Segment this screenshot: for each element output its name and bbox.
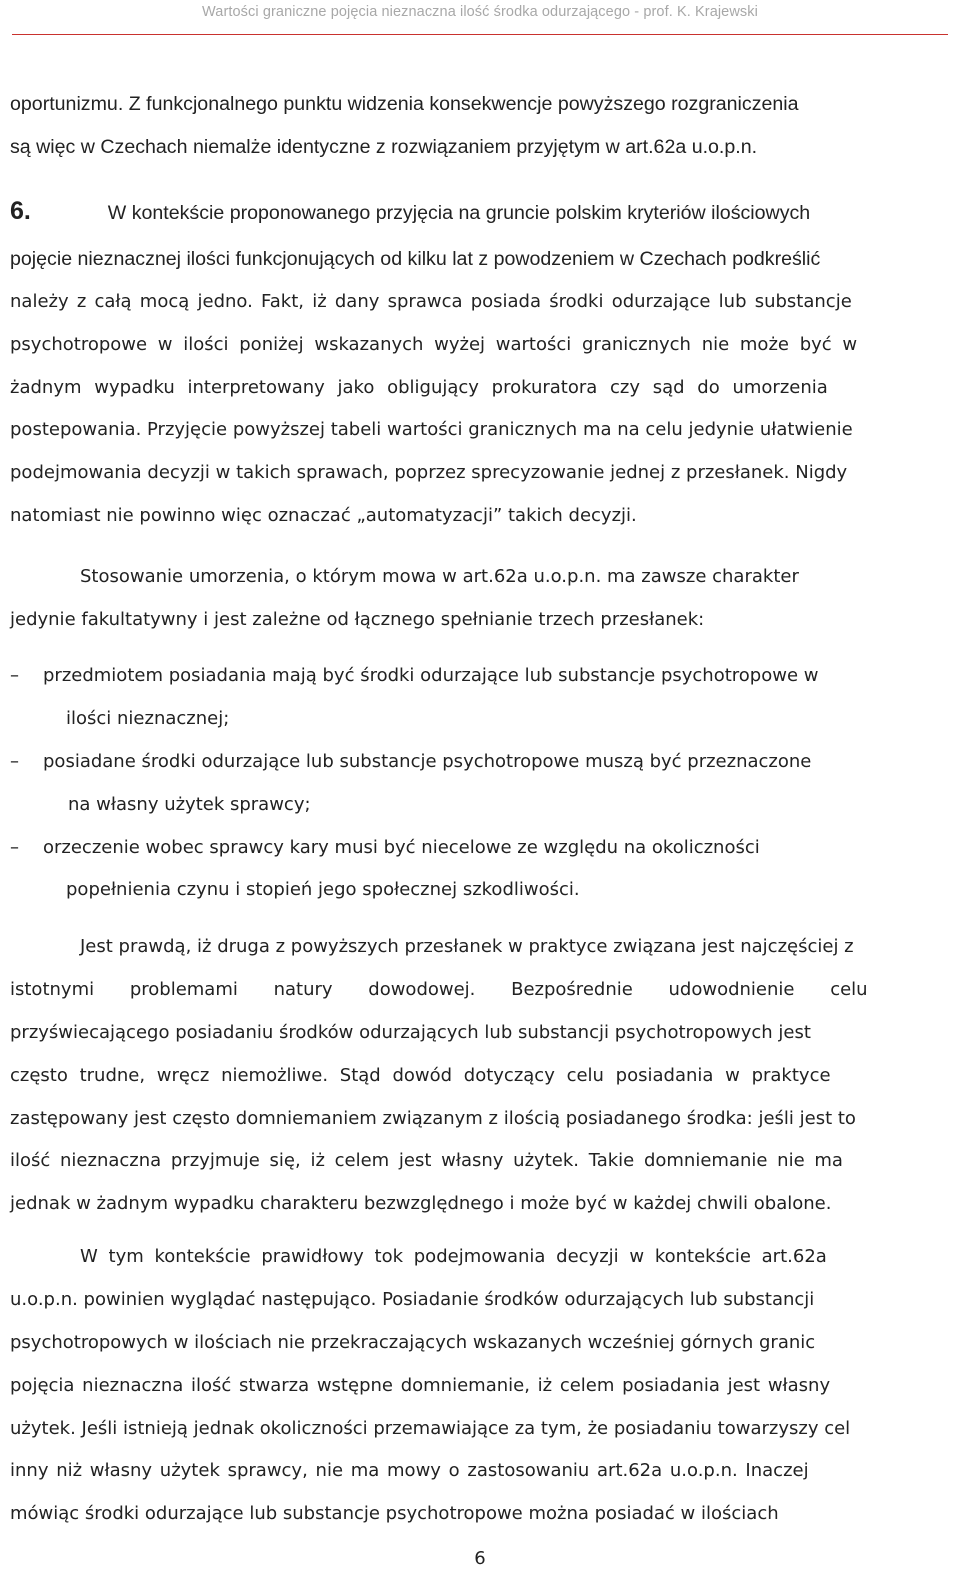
text-line: postepowania. Przyjęcie powyższej tabeli wartości granicznych ma na celu jedynie ułatwienie: [10, 419, 853, 441]
text-line-part: popełnienia czynu i stopień jego społecznej szkodliwości.: [66, 879, 580, 901]
text-line: pojęcie nieznacznej ilości funkcjonujących od kilku lat z powodzeniem w Czechach podkreślić: [10, 247, 821, 270]
text-line: jedynie fakultatywny i jest zależne od łącznego spełnianie trzech przesłanek:: [10, 608, 705, 630]
list-item: [10, 741, 942, 827]
text-line-part: Stosowanie umorzenia, o którym mowa w art.62a u.o.p.n. ma zawsze charakter: [80, 566, 799, 587]
text-line: oportunizmu. Z funkcjonalnego punktu widzenia konsekwencje powyższego rozgraniczenia: [10, 93, 799, 115]
text-line-part: Jest prawdą, iż druga z powyższych przesłanek w praktyce związana jest najczęściej z: [80, 936, 854, 957]
section-number: 6.: [10, 197, 31, 225]
text-line: żadnym wypadku interpretowany jako obligujący prokuratora czy sąd do umorzenia: [10, 376, 828, 398]
list-item-line: [10, 698, 942, 741]
list-item-line: [10, 784, 942, 827]
paragraph-umorzenie: [10, 556, 942, 642]
page-number: 6: [474, 1548, 486, 1569]
text-line: podejmowania decyzji w takich sprawach, poprzez sprecyzowanie jednej z przesłanek. Nigdy: [10, 462, 848, 484]
text-line: istotnymi problemami natury dowodowej. Bezpośrednie udowodnienie celu: [10, 978, 868, 1000]
text-line-part: należy z całą mocą jedno. Fakt, iż dany sprawca posiada środki odurzające lub substancje: [10, 290, 852, 312]
conditions-list: [10, 655, 942, 912]
header-rule: [12, 34, 948, 35]
text-line: inny niż własny użytek sprawcy, nie ma mowy o zastosowaniu art.62a u.o.p.n. Inaczej: [10, 1460, 809, 1482]
text-line: ilość nieznaczna przyjmuje się, iż celem jest własny użytek. Takie domniemanie nie ma: [10, 1150, 843, 1172]
text-line: natomiast nie powinno więc oznaczać „automatyzacji” takich decyzji.: [10, 505, 637, 527]
text-line: przyświecającego posiadaniu środków odurzających lub substancji psychotropowych jest: [10, 1021, 811, 1043]
text-line-part: przedmiotem posiadania mają być środki odurzające lub substancje psychotropowe w: [43, 665, 819, 686]
section-heading-line: [10, 190, 942, 233]
paragraph-kontekst: [10, 1236, 942, 1536]
text-line: [10, 281, 942, 324]
dash-icon: –: [10, 750, 19, 772]
list-item: [10, 655, 942, 741]
running-header: Wartości graniczne pojęcia nieznaczna ilość środka odurzającego - prof. K. Krajewski: [202, 4, 758, 20]
dash-icon: –: [10, 836, 19, 858]
text-line: jednak w żadnym wypadku charakteru bezwzględnego i może być w każdej chwili obalone.: [10, 1193, 832, 1215]
list-item: [10, 827, 942, 913]
list-item-line: [10, 741, 942, 784]
text-line-part: ilości nieznacznej;: [66, 707, 230, 729]
text-line-part: W tym kontekście prawidłowy tok podejmowania decyzji w kontekście art.62a: [80, 1246, 827, 1267]
intro-paragraph: [10, 83, 942, 169]
list-item-line: [10, 869, 942, 912]
paragraph-prawda: [10, 926, 942, 1226]
text-line-part: orzeczenie wobec sprawcy kary musi być niecelowe ze względu na okoliczności: [43, 836, 760, 858]
dash-icon: –: [10, 665, 19, 686]
text-line: zastępowany jest często domniemaniem związanym z ilością posiadanego środka: jeśli jest to: [10, 1107, 856, 1129]
text-line: W kontekście proponowanego przyjęcia na gruncie polskim kryteriów ilościowych: [107, 202, 811, 224]
text-line: pojęcia nieznaczna ilość stwarza wstępne domniemanie, iż celem posiadania jest własny: [10, 1374, 831, 1396]
text-line: psychotropowe w ilości poniżej wskazanych wyżej wartości granicznych nie może być w: [10, 333, 858, 355]
text-line: [10, 926, 942, 969]
text-line-part: posiadane środki odurzające lub substancje psychotropowe muszą być przeznaczone: [43, 750, 812, 772]
text-line: [10, 1236, 942, 1279]
text-line-part: na własny użytek sprawcy;: [68, 793, 311, 815]
list-item-line: [10, 827, 942, 870]
text-line: są więc w Czechach niemalże identyczne z rozwiązaniem przyjętym w art.62a u.o.p.n.: [10, 135, 758, 158]
section-6: [10, 190, 942, 538]
list-item-line: [10, 655, 942, 698]
text-line: psychotropowych w ilościach nie przekraczających wskazanych wcześniej górnych granic: [10, 1331, 816, 1353]
text-line: [10, 556, 942, 599]
text-line: użytek. Jeśli istnieją jednak okoliczności przemawiające za tym, że posiadaniu towarzyszy cel: [10, 1417, 851, 1439]
text-line: mówiąc środki odurzające lub substancje psychotropowe można posiadać w ilościach: [10, 1503, 779, 1525]
text-line: często trudne, wręcz niemożliwe. Stąd dowód dotyczący celu posiadania w praktyce: [10, 1064, 831, 1086]
text-line: u.o.p.n. powinien wyglądać następująco. Posiadanie środków odurzających lub substancji: [10, 1288, 815, 1310]
